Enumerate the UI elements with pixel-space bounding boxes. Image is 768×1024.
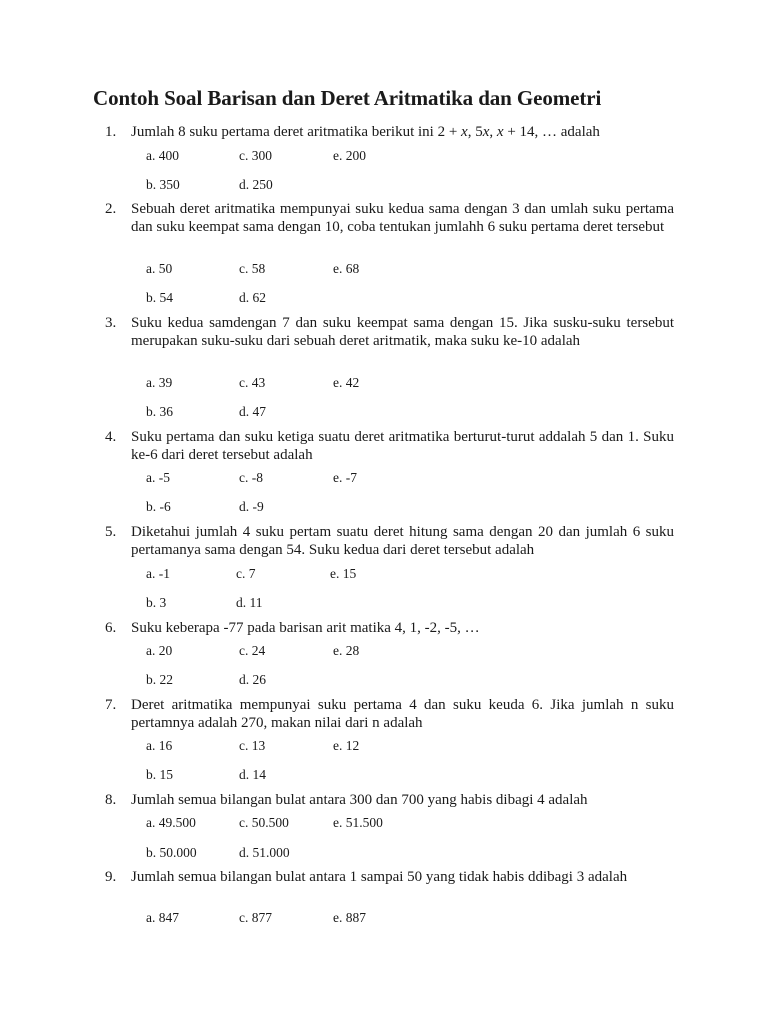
question-number: 3. (105, 315, 117, 331)
option-a: a. 20 (146, 643, 173, 658)
option-c: c. 877 (239, 910, 272, 925)
option-a: a. 847 (146, 910, 179, 925)
question-text: Jumlah 8 suku pertama deret aritmatika berikut ini 2 + x, 5x, x + 14, … adalah (131, 124, 600, 140)
option-d: d. 11 (236, 595, 263, 610)
option-c: c. 13 (239, 738, 266, 753)
option-a: a. -5 (146, 470, 170, 485)
option-d: d. 250 (239, 177, 273, 192)
question-number: 9. (105, 869, 117, 885)
option-b: b. 15 (146, 767, 173, 782)
question-number: 4. (105, 429, 117, 445)
option-b: b. 3 (146, 595, 167, 610)
option-d: d. 14 (239, 767, 266, 782)
option-b: b. 54 (146, 290, 173, 305)
option-d: d. -9 (239, 499, 264, 514)
option-c: c. 58 (239, 261, 266, 276)
question-text: Suku keberapa -77 pada barisan arit matika 4, 1, -2, -5, … (131, 620, 480, 636)
option-d: d. 47 (239, 404, 266, 419)
option-e: e. 28 (333, 643, 360, 658)
question-text: Deret aritmatika mempunyai suku pertama 4 dan suku keuda 6. Jika jumlah n suku pertamnya adalah 270, makan nilai dari n adalah (131, 697, 674, 731)
option-e: e. -7 (333, 470, 357, 485)
question-text: Suku pertama dan suku ketiga suatu deret aritmatika berturut-turut addalah 5 dan 1. Suku ke-6 dari deret tersebut adalah (131, 429, 674, 463)
question-text: Jumlah semua bilangan bulat antara 300 dan 700 yang habis dibagi 4 adalah (131, 792, 588, 808)
option-e: e. 200 (333, 148, 366, 163)
option-b: b. 350 (146, 177, 180, 192)
option-a: a. 49.500 (146, 815, 196, 830)
question-text: Diketahui jumlah 4 suku pertam suatu deret hitung sama dengan 20 dan jumlah 6 suku pertamanya sama dengan 54. Suku kedua dari deret tersebut adalah (131, 524, 674, 558)
option-a: a. 16 (146, 738, 173, 753)
option-c: c. -8 (239, 470, 263, 485)
question-number: 6. (105, 620, 117, 636)
question-number: 8. (105, 792, 117, 808)
question-number: 7. (105, 697, 117, 713)
option-b: b. 36 (146, 404, 173, 419)
option-c: c. 300 (239, 148, 272, 163)
option-d: d. 51.000 (239, 845, 290, 860)
question-text: Jumlah semua bilangan bulat antara 1 sampai 50 yang tidak habis ddibagi 3 adalah (131, 869, 628, 885)
question-text: Suku kedua samdengan 7 dan suku keempat sama dengan 15. Jika susku-suku tersebut merupakan suku-suku dari sebuah deret aritmatik, maka suku ke-10 adalah (131, 315, 674, 349)
question-number: 2. (105, 201, 117, 217)
option-e: e. 12 (333, 738, 360, 753)
option-e: e. 887 (333, 910, 366, 925)
option-c: c. 43 (239, 375, 266, 390)
option-a: a. 50 (146, 261, 173, 276)
option-c: c. 24 (239, 643, 266, 658)
option-d: d. 62 (239, 290, 266, 305)
option-c: c. 7 (236, 566, 256, 581)
option-a: a. 39 (146, 375, 173, 390)
question-number: 5. (105, 524, 117, 540)
page-title: Contoh Soal Barisan dan Deret Aritmatika dan Geometri (93, 86, 602, 110)
question-number: 1. (105, 124, 117, 140)
option-e: e. 68 (333, 261, 360, 276)
question-text: Sebuah deret aritmatika mempunyai suku kedua sama dengan 3 dan umlah suku pertama dan suku keempat sama dengan 10, coba tentukan jumlahh 6 suku pertama deret tersebut (131, 201, 674, 235)
option-a: a. 400 (146, 148, 179, 163)
option-e: e. 51.500 (333, 815, 383, 830)
option-a: a. -1 (146, 566, 170, 581)
option-b: b. 22 (146, 672, 173, 687)
option-e: e. 42 (333, 375, 360, 390)
option-b: b. 50.000 (146, 845, 197, 860)
option-c: c. 50.500 (239, 815, 289, 830)
option-b: b. -6 (146, 499, 171, 514)
option-d: d. 26 (239, 672, 266, 687)
option-e: e. 15 (330, 566, 357, 581)
